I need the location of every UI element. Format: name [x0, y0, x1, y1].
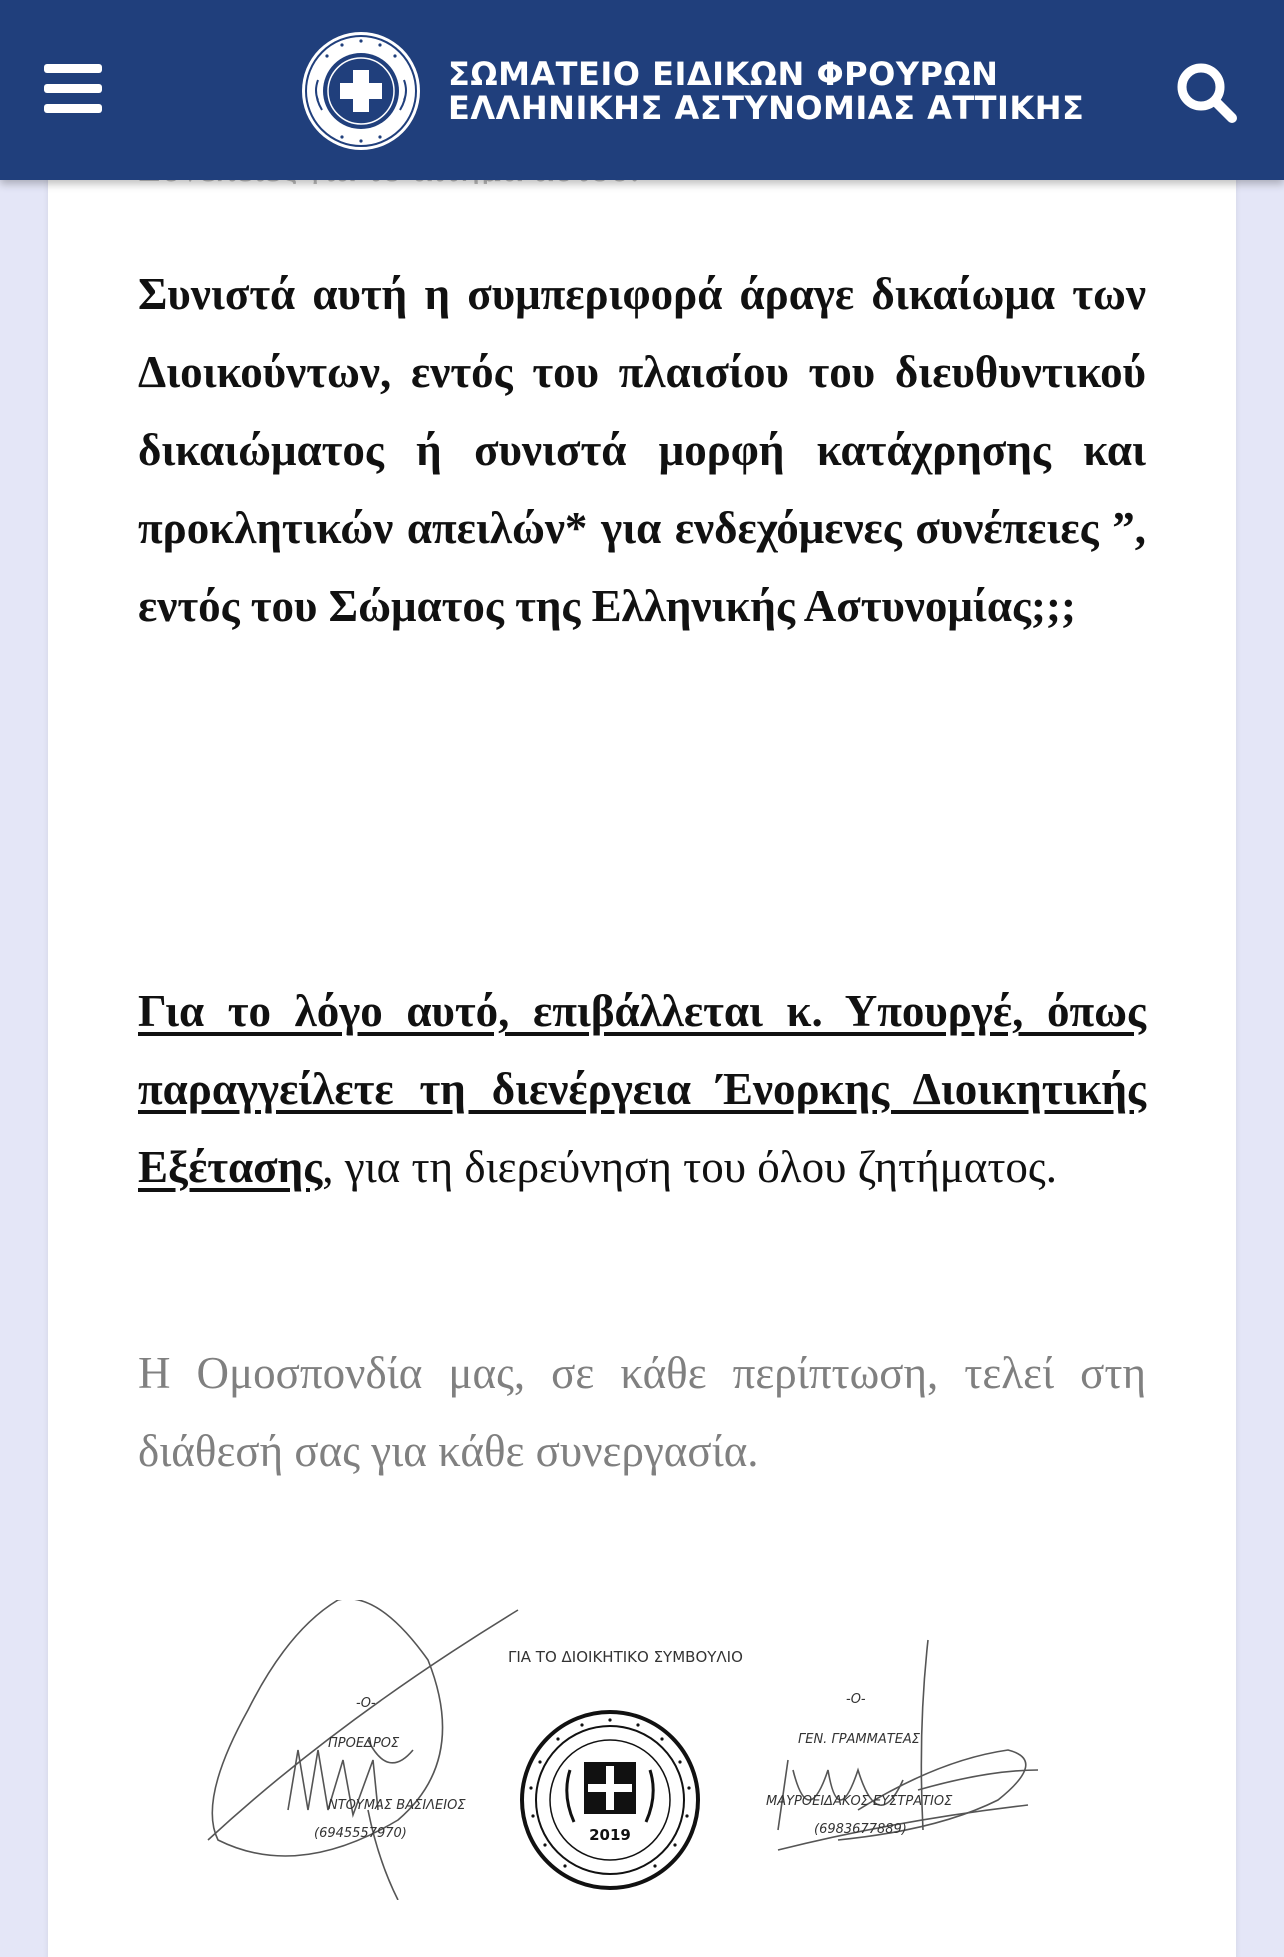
- left-signer-marker: -Ο-: [356, 1696, 376, 1711]
- right-signer-role: ΓΕΝ. ΓΡΑΜΜΑΤΕΑΣ: [798, 1732, 921, 1747]
- logo-title-line1: ΣΩΜΑΤΕΙΟ ΕΙΔΙΚΩΝ ΦΡΟΥΡΩΝ: [448, 55, 999, 93]
- request-underlined-text: Για το λόγο αυτό, επιβάλλεται κ. Υπουργέ, όπως παραγγείλετε τη διενέργεια Ένορκης Διοικητικής Εξέτασης: [138, 986, 1146, 1192]
- left-signer-role: ΠΡΟΕΔΡΟΣ: [328, 1736, 400, 1751]
- right-signer-phone: (6983677889): [814, 1822, 907, 1837]
- seal-year: 2019: [589, 1826, 631, 1844]
- logo-title-line2: ΕΛΛΗΝΙΚΗΣ ΑΣΤΥΝΟΜΙΑΣ ΑΤΤΙΚΗΣ: [448, 89, 1085, 127]
- federation-seal: [522, 1712, 698, 1888]
- site-logo[interactable]: [300, 30, 1084, 152]
- left-signer-phone: (6945557970): [314, 1826, 407, 1841]
- search-icon[interactable]: [1174, 60, 1240, 126]
- signature-block: [138, 1600, 1146, 1900]
- right-signer-marker: -Ο-: [846, 1692, 866, 1707]
- right-signer-name: ΜΑΥΡΟΕΙΔΑΚΟΣ ΕΥΣΤΡΑΤΙΟΣ: [766, 1794, 953, 1809]
- left-signer-name: ΝΤΟΥΜΑΣ ΒΑΣΙΛΕΙΟΣ: [328, 1798, 466, 1813]
- site-header: [0, 0, 1284, 180]
- letter-paragraph-closing: Η Ομοσπονδία μας, σε κάθε περίπτωση, τελεί στη διάθεσή σας για κάθε συνεργασία.: [138, 1348, 1146, 1476]
- letter-paragraph-question: Συνιστά αυτή η συμπεριφορά άραγε δικαίωμα των Διοικούντων, εντός του πλαισίου του διευθυντικού δικαιώματος ή συνιστά μορφή κατάχρησης και προκλητικών απειλών* για ενδεχόμενες συνέπειες ”, εντός του Σώματος της Ελληνικής Αστυνομίας;;;: [138, 269, 1146, 631]
- board-label: ΓΙΑ ΤΟ ΔΙΟΙΚΗΤΙΚΟ ΣΥΜΒΟΥΛΙΟ: [508, 1648, 743, 1666]
- request-rest-text: , για τη διερεύνηση του όλου ζητήματος.: [322, 1142, 1057, 1192]
- signature-drawings: [138, 1600, 1146, 1900]
- letter-paragraph-request: [138, 972, 1146, 1206]
- hamburger-icon[interactable]: [44, 64, 102, 114]
- logo-emblem: [300, 30, 422, 152]
